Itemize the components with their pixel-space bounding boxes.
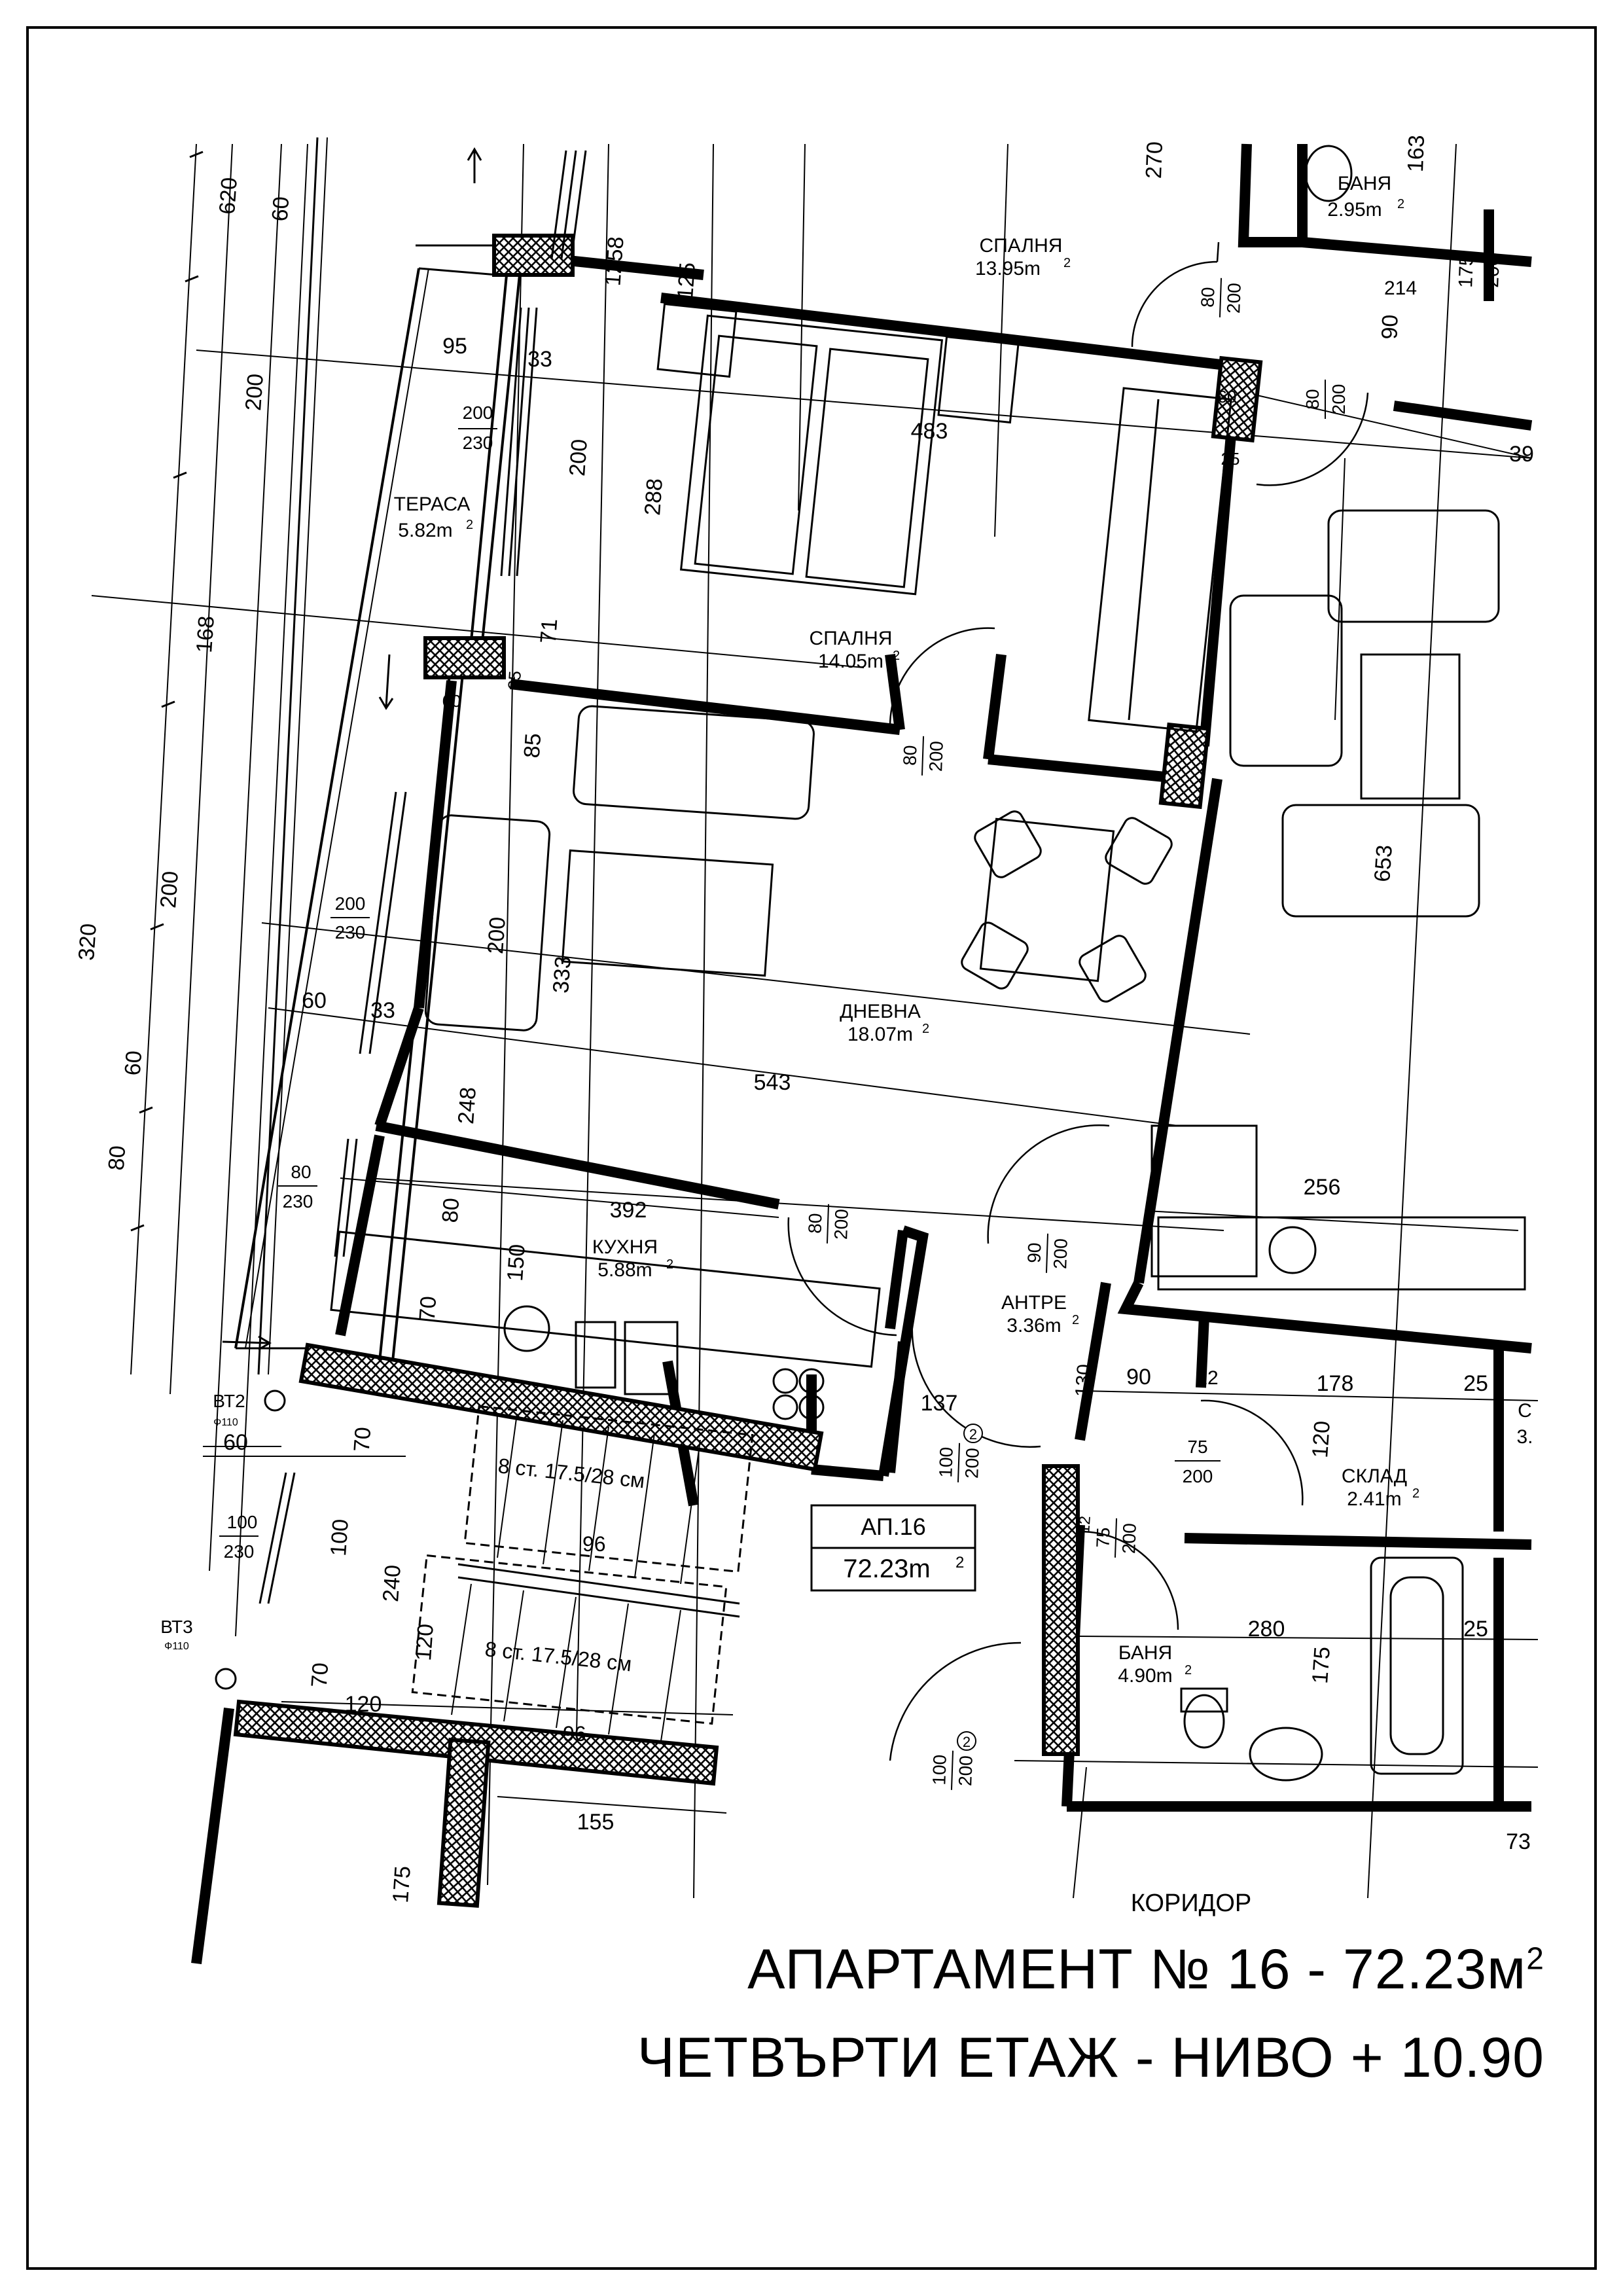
- svg-text:71: 71: [535, 618, 563, 645]
- svg-text:2: 2: [893, 649, 901, 663]
- svg-text:33: 33: [370, 998, 395, 1023]
- svg-text:200: 200: [961, 1447, 983, 1479]
- svg-text:137: 137: [920, 1391, 958, 1416]
- svg-text:85: 85: [519, 732, 546, 759]
- walls: [196, 144, 1531, 1964]
- svg-text:2: 2: [466, 518, 474, 532]
- svg-text:200: 200: [1050, 1238, 1071, 1270]
- svg-text:60: 60: [302, 988, 327, 1013]
- svg-text:230: 230: [334, 922, 366, 942]
- svg-text:12: 12: [1196, 1367, 1219, 1389]
- svg-text:200: 200: [1223, 282, 1245, 314]
- bt2-label: ВТ2: [213, 1391, 245, 1411]
- svg-text:256: 256: [1303, 1175, 1341, 1200]
- bath-area: 4.90m: [1118, 1665, 1173, 1687]
- hall-area: 3.36m: [1007, 1315, 1061, 1336]
- svg-text:25: 25: [1463, 1617, 1488, 1641]
- svg-text:270: 270: [1141, 141, 1168, 179]
- svg-text:200: 200: [1118, 1522, 1140, 1554]
- svg-text:288: 288: [640, 477, 668, 516]
- svg-text:200: 200: [565, 438, 592, 477]
- svg-text:392: 392: [609, 1198, 647, 1223]
- svg-text:60: 60: [267, 196, 294, 223]
- svg-text:2: 2: [922, 1022, 930, 1036]
- svg-text:33: 33: [527, 347, 552, 372]
- svg-text:80: 80: [103, 1145, 131, 1172]
- svg-text:2: 2: [969, 1426, 978, 1443]
- neighbor-s-area: 3.: [1516, 1426, 1533, 1448]
- apartment-box-label: АП.16: [861, 1513, 926, 1540]
- svg-text:96: 96: [563, 1722, 586, 1746]
- svg-text:200: 200: [830, 1208, 852, 1240]
- svg-text:80: 80: [804, 1213, 826, 1234]
- svg-text:60: 60: [442, 691, 461, 711]
- svg-text:230: 230: [462, 433, 493, 453]
- living-name: ДНЕВНА: [840, 1001, 921, 1022]
- svg-text:200: 200: [462, 403, 493, 423]
- svg-text:70: 70: [414, 1295, 442, 1322]
- svg-text:90: 90: [1126, 1365, 1151, 1390]
- bt2-sub: Ф110: [213, 1417, 238, 1428]
- svg-text:2: 2: [1063, 256, 1071, 270]
- bedroom-name: СПАЛНЯ: [809, 628, 893, 649]
- svg-text:175: 175: [1308, 1645, 1335, 1685]
- svg-text:120: 120: [411, 1623, 438, 1662]
- bt3-label: ВТ3: [160, 1617, 193, 1637]
- svg-text:150: 150: [503, 1243, 530, 1282]
- svg-text:2: 2: [1185, 1663, 1192, 1677]
- bath-name: БАНЯ: [1118, 1642, 1173, 1664]
- neighbor-s-label: С: [1518, 1400, 1532, 1422]
- svg-text:200: 200: [955, 1755, 976, 1787]
- svg-text:120: 120: [344, 1692, 382, 1717]
- title-floor-level: ЧЕТВЪРТИ ЕТАЖ - НИВО + 10.90: [637, 2026, 1544, 2089]
- svg-text:175: 175: [388, 1865, 416, 1904]
- storage-area: 2.41m: [1347, 1488, 1402, 1510]
- bedroom-area: 14.05m: [817, 651, 884, 672]
- svg-text:248: 248: [454, 1086, 481, 1125]
- bt3-sub: Ф110: [164, 1641, 189, 1652]
- svg-text:39: 39: [1509, 442, 1534, 467]
- svg-text:543: 543: [753, 1070, 791, 1095]
- storage-name: СКЛАД: [1341, 1465, 1408, 1487]
- svg-text:75: 75: [1092, 1527, 1114, 1549]
- svg-text:8 ст. 17.5/28 см: 8 ст. 17.5/28 см: [497, 1454, 647, 1493]
- svg-text:2: 2: [955, 1554, 965, 1571]
- bedroom-top-area: 13.95m: [974, 258, 1041, 279]
- svg-text:653: 653: [1370, 844, 1397, 883]
- svg-text:60: 60: [223, 1430, 248, 1455]
- bath-top-area: 2.95m: [1327, 199, 1382, 221]
- svg-text:90: 90: [1377, 314, 1403, 340]
- svg-text:230: 230: [282, 1191, 313, 1211]
- bath-top-name: БАНЯ: [1337, 173, 1392, 194]
- svg-text:95: 95: [442, 334, 467, 359]
- svg-text:25: 25: [504, 670, 525, 691]
- svg-text:80: 80: [1197, 287, 1219, 308]
- svg-text:230: 230: [223, 1541, 255, 1562]
- svg-text:2: 2: [1397, 197, 1405, 211]
- svg-text:100: 100: [929, 1754, 950, 1786]
- svg-text:60: 60: [1217, 387, 1237, 406]
- apartment-box-area: 72.23m: [843, 1554, 931, 1583]
- svg-text:200: 200: [483, 916, 510, 955]
- svg-text:200: 200: [925, 740, 947, 772]
- svg-text:2: 2: [1412, 1486, 1420, 1501]
- svg-text:80: 80: [899, 745, 921, 766]
- svg-text:163: 163: [1403, 134, 1429, 173]
- svg-text:200: 200: [156, 870, 183, 909]
- svg-text:80: 80: [1302, 389, 1323, 410]
- svg-text:70: 70: [349, 1426, 376, 1453]
- svg-text:200: 200: [241, 372, 268, 412]
- svg-text:25: 25: [1463, 1371, 1488, 1396]
- svg-text:620: 620: [215, 176, 242, 215]
- svg-text:80: 80: [291, 1162, 312, 1182]
- svg-text:100: 100: [326, 1518, 353, 1557]
- svg-text:200: 200: [1481, 255, 1504, 289]
- svg-text:333: 333: [548, 955, 576, 994]
- title-apartment: АПАРТАМЕНТ № $16 - 72.23м^2$: [747, 1938, 1544, 2001]
- svg-text:155: 155: [577, 1810, 615, 1835]
- svg-text:70: 70: [306, 1662, 334, 1689]
- kitchen-area: 5.88m: [597, 1259, 652, 1281]
- svg-text:96: 96: [582, 1532, 606, 1556]
- svg-text:8 ст. 17.5/28 см: 8 ст. 17.5/28 см: [484, 1637, 633, 1676]
- svg-text:214: 214: [1383, 278, 1418, 299]
- svg-text:120: 120: [1308, 1420, 1335, 1459]
- svg-text:2: 2: [1072, 1313, 1080, 1327]
- svg-text:60: 60: [120, 1050, 147, 1077]
- svg-text:2: 2: [962, 1734, 971, 1750]
- svg-text:80: 80: [437, 1197, 465, 1224]
- svg-text:12: 12: [1075, 1515, 1094, 1534]
- svg-text:130: 130: [1071, 1363, 1096, 1398]
- living-area: 18.07m: [847, 1024, 914, 1045]
- svg-text:2: 2: [666, 1257, 674, 1272]
- svg-text:483: 483: [910, 419, 948, 444]
- svg-text:168: 168: [192, 615, 219, 654]
- kitchen-name: КУХНЯ: [592, 1236, 658, 1258]
- svg-text:240: 240: [378, 1564, 406, 1603]
- svg-text:25: 25: [1221, 449, 1240, 469]
- svg-text:100: 100: [226, 1512, 258, 1532]
- svg-text:280: 280: [1247, 1617, 1285, 1641]
- svg-text:90: 90: [1024, 1242, 1045, 1264]
- bedroom-top-name: СПАЛНЯ: [979, 235, 1063, 257]
- svg-text:1258: 1258: [600, 236, 629, 287]
- terrace-area: 5.82m: [398, 520, 453, 541]
- svg-text:200: 200: [1182, 1466, 1213, 1486]
- svg-text:175: 175: [1455, 255, 1478, 289]
- svg-text:178: 178: [1316, 1371, 1354, 1396]
- hall-name: АНТРЕ: [1001, 1292, 1067, 1314]
- svg-text:125: 125: [673, 261, 700, 300]
- svg-text:73: 73: [1506, 1829, 1531, 1854]
- svg-text:75: 75: [1187, 1437, 1208, 1457]
- corridor-name: КОРИДОР: [1130, 1890, 1252, 1917]
- svg-text:200: 200: [334, 893, 366, 914]
- svg-text:200: 200: [1329, 384, 1349, 415]
- terrace-name: ТЕРАСА: [393, 493, 471, 515]
- svg-text:320: 320: [74, 922, 101, 961]
- svg-text:100: 100: [935, 1446, 957, 1479]
